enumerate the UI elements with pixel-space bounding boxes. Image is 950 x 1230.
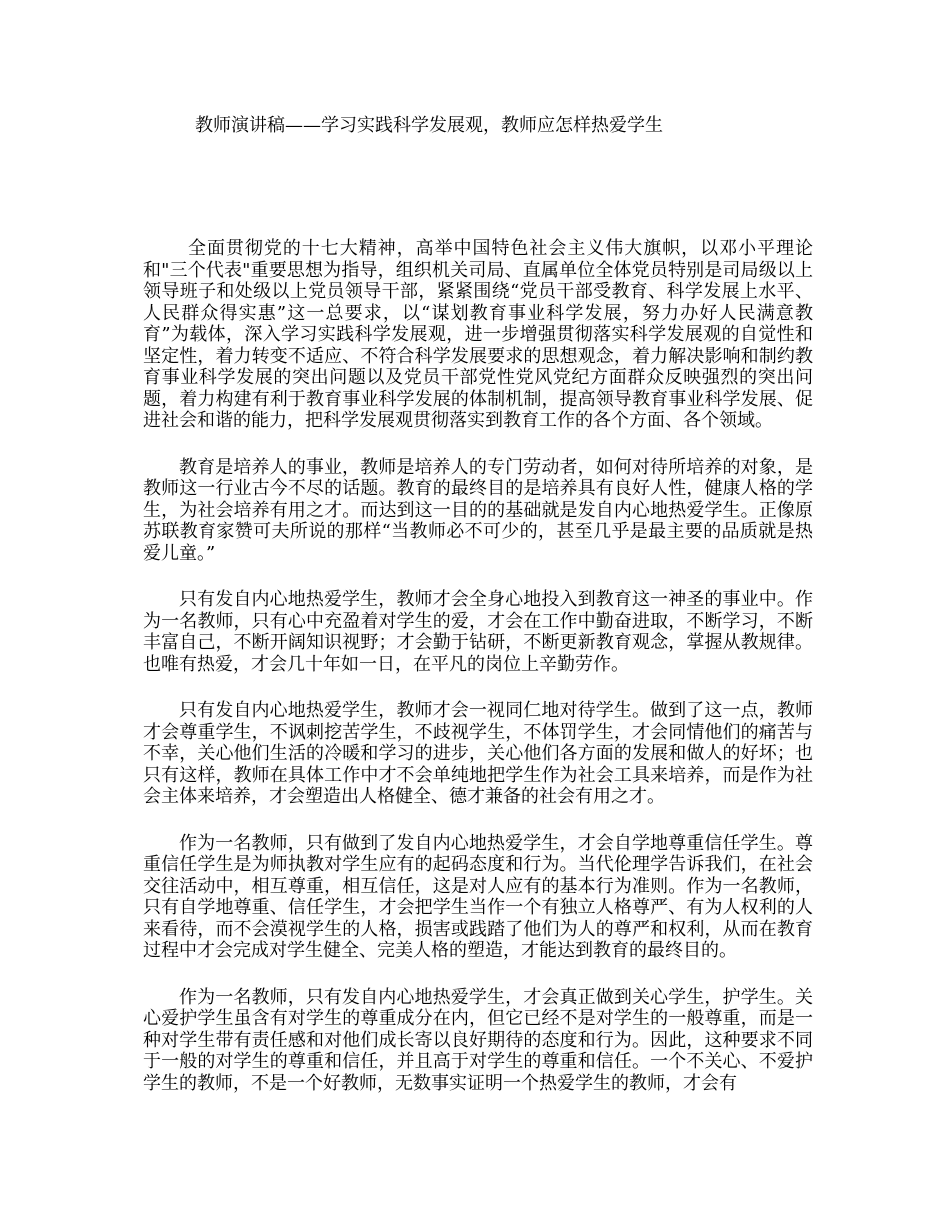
paragraph-3: 只有发自内心地热爱学生，教师才会全身心地投入到教育这一神圣的事业中。作为一名教师，只有心中充盈着对学生的爱，才会在工作中勤奋进取，不断学习，不断丰富自己，不断开阔知识视野；才会勤于钻研，不断更新教育观念，掌握从教规律。也唯有热爱，才会几十年如一日，在平凡的岗位上辛勤劳作。	[143, 589, 813, 675]
document-title: 教师演讲稿——学习实践科学发展观，教师应怎样热爱学生	[195, 115, 663, 136]
paragraph-5: 作为一名教师，只有做到了发自内心地热爱学生，才会自学地尊重信任学生。尊重信任学生是为师执教对学生应有的起码态度和行为。当代伦理学告诉我们，在社会交往活动中，相互尊重，相互信任，这是对人应有的基本行为准则。作为一名教师，只有自学地尊重、信任学生，才会把学生当作一个有独立人格尊严、有为人权利的人来看待，而不会漠视学生的人格，损害或践踏了他们为人的尊严和权利，从而在教育过程中才会完成对学生健全、完美人格的塑造，才能达到教育的最终目的。	[143, 832, 813, 961]
document-body	[143, 238, 813, 1119]
paragraph-6: 作为一名教师，只有发自内心地热爱学生，才会真正做到关心学生，护学生。关心爱护学生虽含有对学生的尊重成分在内，但它已经不是对学生的一般尊重，而是一种对学生带有责任感和对他们成长寄以良好期待的态度和行为。因此，这种要求不同于一般的对学生的尊重和信任，并且高于对学生的尊重和信任。一个不关心、不爱护学生的教师，不是一个好教师，无数事实证明一个热爱学生的教师，才会有	[143, 986, 813, 1094]
paragraph-2: 教育是培养人的事业，教师是培养人的专门劳动者，如何对待所培养的对象，是教师这一行业古今不尽的话题。教育的最终目的是培养具有良好人性，健康人格的学生，为社会培养有用之才。而达到这一目的的基础就是发自内心地热爱学生。正像原苏联教育家赞可夫所说的那样“当教师必不可少的，甚至几乎是最主要的品质就是热爱儿童。”	[143, 456, 813, 564]
paragraph-1: 全面贯彻党的十七大精神，高举中国特色社会主义伟大旗帜，以邓小平理论和"三个代表"重要思想为指导，组织机关司局、直属单位全体党员特别是司局级以上领导班子和处级以上党员领导干部，紧紧围绕“党员干部受教育、科学发展上水平、人民群众得实惠”这一总要求，以“谋划教育事业科学发展，努力办好人民满意教育”为载体，深入学习实践科学发展观，进一步增强贯彻落实科学发展观的自觉性和坚定性，着力转变不适应、不符合科学发展要求的思想观念，着力解决影响和制约教育事业科学发展的突出问题以及党员干部党性党风党纪方面群众反映强烈的突出问题，着力构建有利于教育事业科学发展的体制机制，提高领导教育事业科学发展、促进社会和谐的能力，把科学发展观贯彻落实到教育工作的各个方面、各个领域。	[143, 238, 813, 431]
paragraph-4: 只有发自内心地热爱学生，教师才会一视同仁地对待学生。做到了这一点，教师才会尊重学生，不讽刺挖苦学生，不歧视学生，不体罚学生，才会同情他们的痛苦与不幸，关心他们生活的冷暖和学习的进步，关心他们各方面的发展和做人的好坏；也只有这样，教师在具体工作中才不会单纯地把学生作为社会工具来培养，而是作为社会主体来培养，才会塑造出人格健全、德才兼备的社会有用之才。	[143, 700, 813, 807]
